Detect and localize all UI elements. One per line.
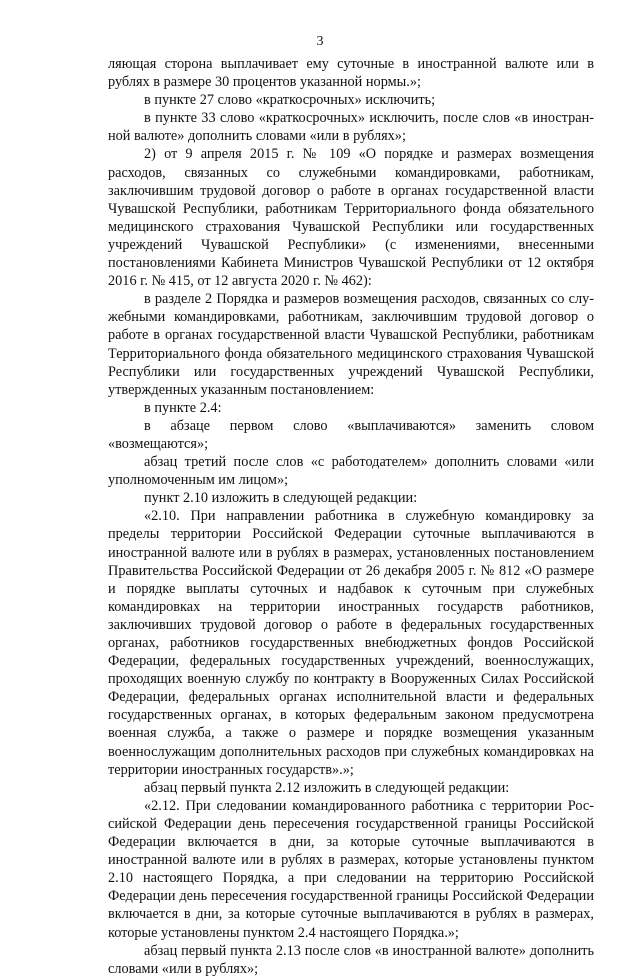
- paragraph: абзац первый пункта 2.12 изложить в следующей редакции:: [144, 779, 510, 796]
- paragraph: в пункте 27 слово «краткосрочных» исключить;: [144, 92, 436, 109]
- paragraph: абзац первый пункта 2.13 после слов «в иностранной валюте» дополнить словами «или в рублях»;: [108, 942, 594, 977]
- paragraph: 2) от 9 апреля 2015 г. № 109 «О порядке и размерах возмещения расходов, связанных со служебными командировками, работникам, заключившим трудовой договор о работе в органах государственной власти Чувашской Республики, работникам Территориального фонда обязательного медицинского страхования Чувашской Республики или государственных учреждений Чувашской Республики» (с изменениями, внесенными постановлениями Кабинета Министров Чувашской Республики от 12 октября 2016 г. № 415, от 12 августа 2020 г. № 462):: [108, 146, 594, 290]
- paragraph: «2.10. При направлении работника в служебную командировку за пределы территории Российской Федерации суточные выплачиваются в иностранной валюте или в рублях в размерах, установленных постановлением Правительства Российской Федерации от 26 декабря 2005 г. № 812 «О размере и порядке выплаты суточных и надбавок к суточным при служебных командировках на территории иностранных государств работников, заключивших трудовой договор о работе в федеральных государственных органах, работников государственных внебюджетных фондов Российской Федерации, федеральных государственных учреждений, военнослужащих, проходящих военную службу по контракту в Вооруженных Силах Российской Федерации, федеральных органах исполнительной власти и федеральных государственных органах, в которых федеральным законом предусмотрена военная служба, а также о размере и порядке возмещения указанным военнослужащим дополнительных расходов при служебных командировках на территории иностранных государств».»;: [108, 508, 594, 778]
- paragraph: пункт 2.10 изложить в следующей редакции:: [144, 490, 418, 507]
- paragraph: в абзаце первом слово «выплачиваются» заменить словом «возмещаются»;: [108, 417, 594, 452]
- paragraph: в пункте 2.4:: [144, 399, 222, 416]
- paragraph: «2.12. При следовании командированного работника с территории Российской Федерации день пересечения государственной границы Российской Федерации включается в дни, за которые суточные выплачиваются в иностранной валюте или в рублях в размерах, которые установлены пунктом 2.10 настоящего Порядка, а при следовании на территорию Российской Федерации день пересечения государственной границы Российской Федерации включается в дни, за которые суточные выплачиваются в рублях в размерах, которые установлены пунктом 2.4 настоящего Порядка.»;: [108, 797, 594, 941]
- page-number: 3: [316, 34, 324, 49]
- document-body: [108, 55, 594, 978]
- paragraph: абзац третий после слов «с работодателем» дополнить словами «или уполномоченным им лицом»;: [108, 454, 594, 489]
- paragraph: ляющая сторона выплачивает ему суточные в иностранной валюте или в рублях в размере 30 процентов указанной нормы.»;: [108, 56, 594, 91]
- paragraph: в разделе 2 Порядка и размеров возмещения расходов, связанных со служебными командировками, работникам, заключившим трудовой договор о работе в органах государственной власти Чувашской Республики, работникам Территориального фонда обязательного медицинского страхования Чувашской Республики или государственных учреждений Чувашской Республики, утвержденных указанным постановлением:: [108, 291, 594, 398]
- paragraph: в пункте 33 слово «краткосрочных» исключить, после слов «в иностранной валюте» дополнить словами «или в рублях»;: [108, 110, 594, 145]
